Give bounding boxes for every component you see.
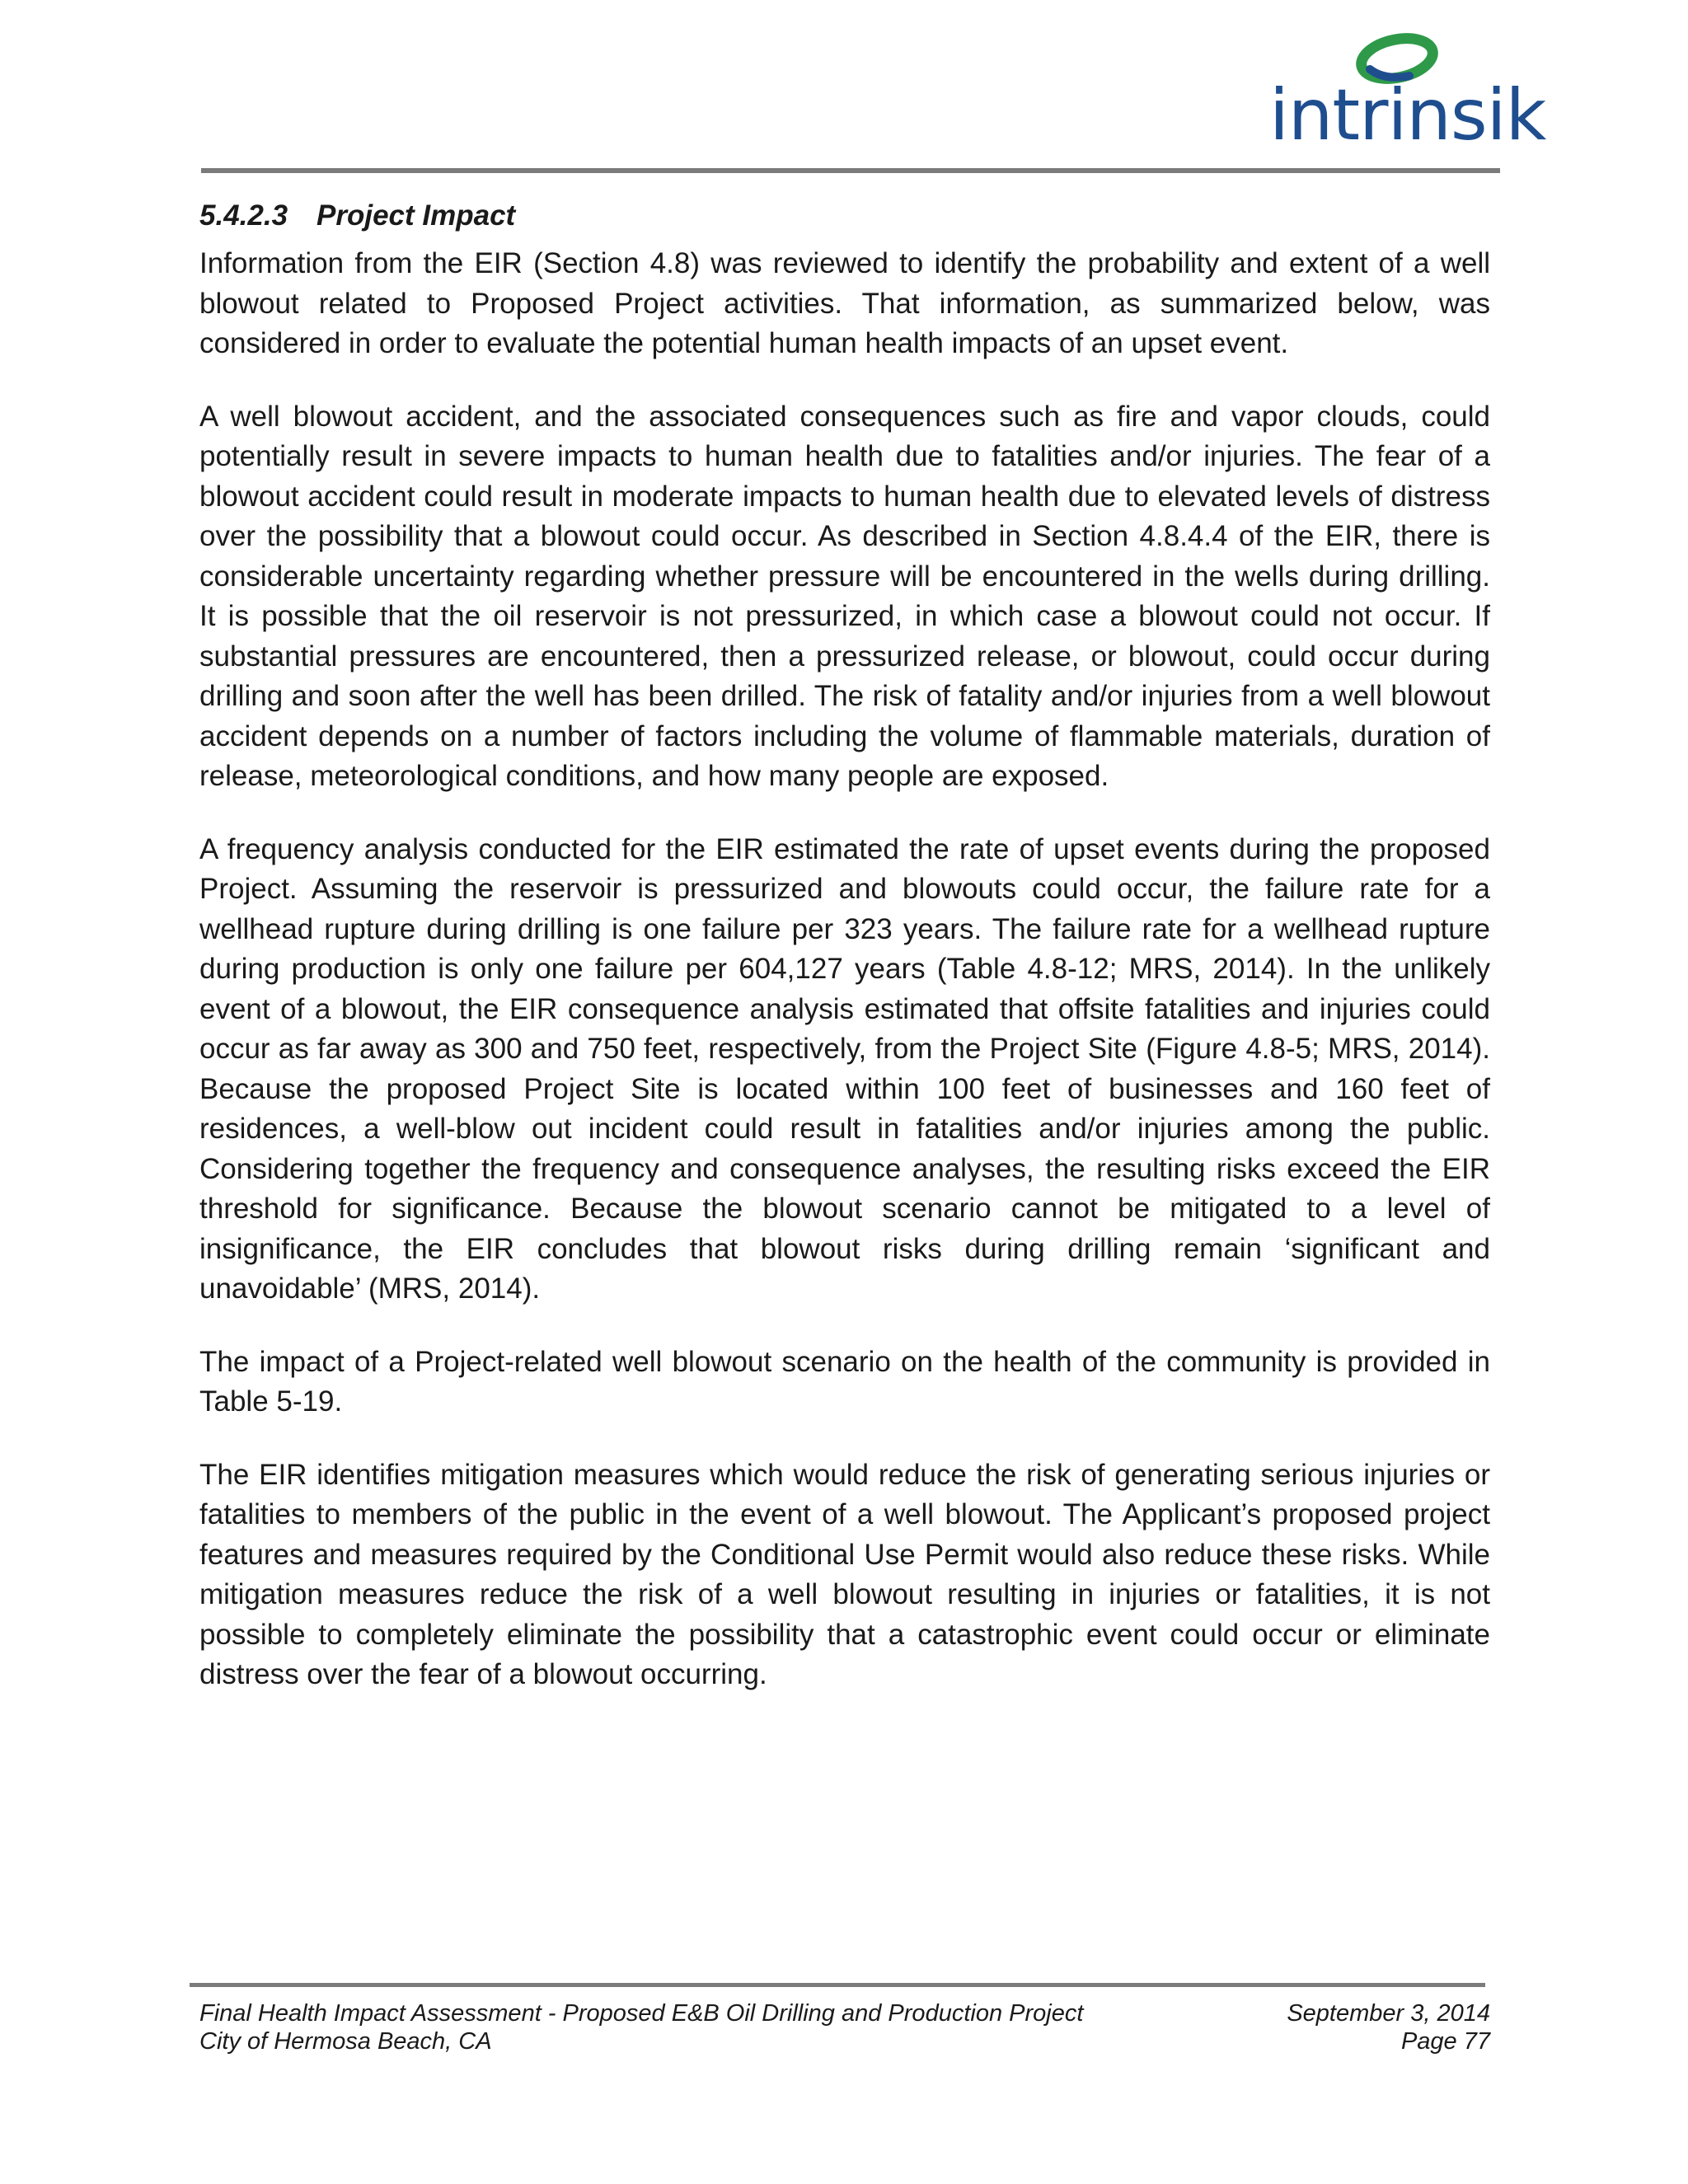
paragraph-4: The impact of a Project-related well blowout scenario on the health of the community is provided in Table 5-19.	[199, 1345, 1490, 1418]
paragraph-5: The EIR identifies mitigation measures which would reduce the risk of generating serious injuries or fatalities to members of the public in the event of a well blowout. The Applicant’s proposed project features and measures required by the Conditional Use Permit would also reduce these risks. While mitigation measures reduce the risk of a well blowout resulting in injuries or fatalities, it is not possible to completely eliminate the possibility that a catastrophic event could occur or eliminate distress over the fear of a blowout occurring.	[199, 1458, 1490, 1690]
section-title: Project Impact	[316, 199, 516, 232]
footer-page-number: Page 77	[1400, 2028, 1490, 2055]
paragraph-2: A well blowout accident, and the associated consequences such as fire and vapor clouds, could potentially result in severe impacts to human health due to fatalities and/or injuries. The fear of a blowout accident could result in moderate impacts to human health due to elevated levels of distress over the possibility that a blowout could occur. As described in Section 4.8.4.4 of the EIR, there is considerable uncertainty regarding whether pressure will be encountered in the wells during drilling. It is possible that the oil reservoir is not pressurized, in which case a blowout could not occur. If substantial pressures are encountered, then a pressurized release, or blowout, could occur during drilling and soon after the well has been drilled. The risk of fatality and/or injuries from a well blowout accident depends on a number of factors including the volume of flammable materials, duration of release, meteorological conditions, and how many people are exposed.	[199, 400, 1490, 792]
footer-divider	[190, 1983, 1485, 1987]
footer-date: September 3, 2014	[1287, 2000, 1490, 2027]
header-divider	[201, 168, 1500, 173]
page-content	[199, 196, 1490, 1728]
section-heading	[199, 196, 1490, 236]
footer-document-title: Final Health Impact Assessment - Proposed E&B Oil Drilling and Production Project	[199, 2000, 1084, 2027]
paragraph-3: A frequency analysis conducted for the EIR estimated the rate of upset events during the proposed Project. Assuming the reservoir is pressurized and blowouts could occur, the failure rate for a wellhead rupture during drilling is one failure per 323 years. The failure rate for a wellhead rupture during production is only one failure per 604,127 years (Table 4.8-12; MRS, 2014). In the unlikely event of a blowout, the EIR consequence analysis estimated that offsite fatalities and injuries could occur as far away as 300 and 750 feet, respectively, from the Project Site (Figure 4.8-5; MRS, 2014). Because the proposed Project Site is located within 100 feet of businesses and 160 feet of residences, a well-blow out incident could result in fatalities and/or injuries among the public. Considering together the frequency and consequence analyses, the resulting risks exceed the EIR threshold for significance. Because the blowout scenario cannot be mitigated to a level of insignificance, the EIR concludes that blowout risks during drilling remain ‘significant and unavoidable’ (MRS, 2014).	[199, 832, 1490, 1305]
footer-row-2	[199, 2027, 1490, 2055]
footer-location: City of Hermosa Beach, CA	[199, 2028, 492, 2055]
page-footer	[199, 1999, 1490, 2055]
logo-wordmark: intrinsik	[1269, 74, 1546, 157]
section-number: 5.4.2.3	[199, 199, 288, 232]
footer-row-1	[199, 1999, 1490, 2027]
paragraph-1: Information from the EIR (Section 4.8) was reviewed to identify the probability and extent of a well blowout related to Proposed Project activities. That information, as summarized below, was considered in order to evaluate the potential human health impacts of an upset event.	[199, 247, 1490, 359]
intrinsik-logo	[1269, 30, 1546, 157]
